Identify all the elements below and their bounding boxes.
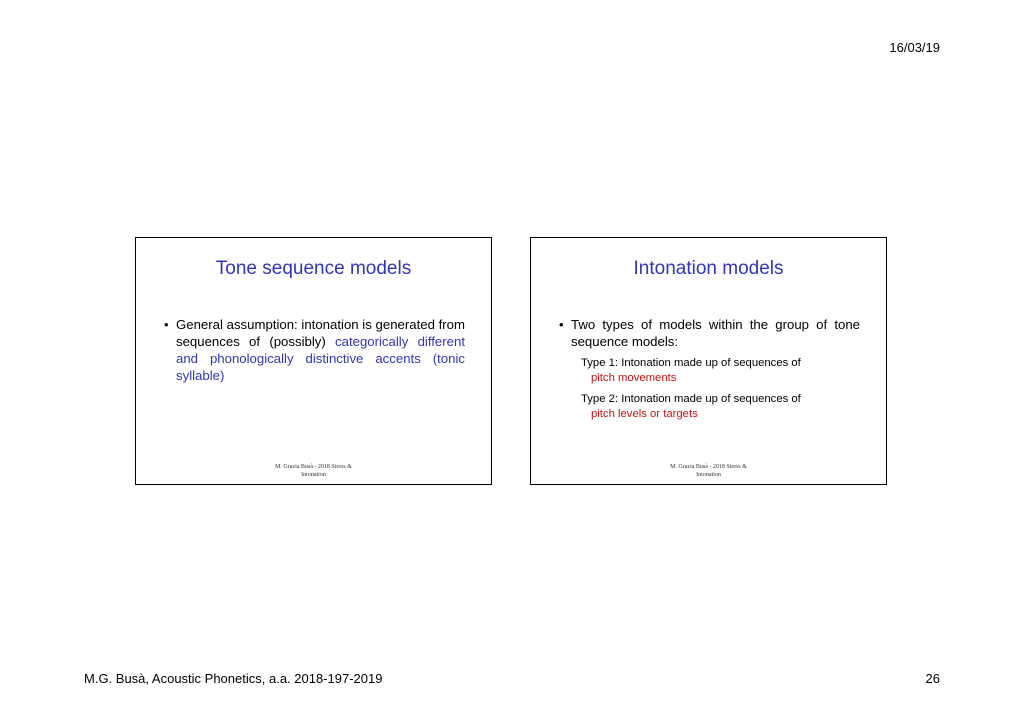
sub-item-text: Type 2: Intonation made up of sequences of — [581, 393, 801, 405]
slide-title: Intonation models — [633, 258, 784, 279]
slide-footer-line: Intonation — [696, 472, 721, 478]
bullet-text — [176, 316, 465, 384]
bullet-highlight-text: categorically different and phonologically distinctive accents (tonic syllable) — [176, 334, 465, 383]
sub-item-highlight: pitch levels or targets — [591, 408, 698, 420]
page-number: 26 — [925, 671, 940, 686]
sub-item-type2 — [581, 392, 860, 422]
slide-footer — [136, 463, 491, 479]
slide-content — [164, 316, 465, 384]
slide-footer-line: Intonation — [301, 472, 326, 478]
sub-item-highlight: pitch movements — [591, 372, 677, 384]
slide-thumbnail-tone-sequence — [135, 237, 492, 485]
slide-footer-line: M. Grazia Busà - 2018 Stress & — [275, 464, 352, 470]
sub-item-text: Type 1: Intonation made up of sequences of — [581, 357, 801, 369]
slide-footer — [531, 463, 886, 479]
page-footer-course: M.G. Busà, Acoustic Phonetics, a.a. 2018-197-2019 — [84, 671, 383, 686]
bullet-item — [559, 316, 860, 350]
bullet-icon: • — [164, 317, 169, 332]
bullet-plain-text: General assumption: intonation is generated from sequences of (possibly) — [176, 317, 465, 349]
bullet-item — [164, 316, 465, 384]
slide-thumbnail-intonation-models — [530, 237, 887, 485]
sub-item-type1 — [581, 356, 860, 386]
slide-content — [559, 316, 860, 422]
slide-footer-line: M. Grazia Busà - 2018 Stress & — [670, 464, 747, 470]
slide-title: Tone sequence models — [215, 258, 412, 279]
bullet-text: Two types of models within the group of tone sequence models: — [571, 317, 860, 349]
page-date: 16/03/19 — [889, 40, 940, 55]
bullet-icon: • — [559, 317, 564, 332]
